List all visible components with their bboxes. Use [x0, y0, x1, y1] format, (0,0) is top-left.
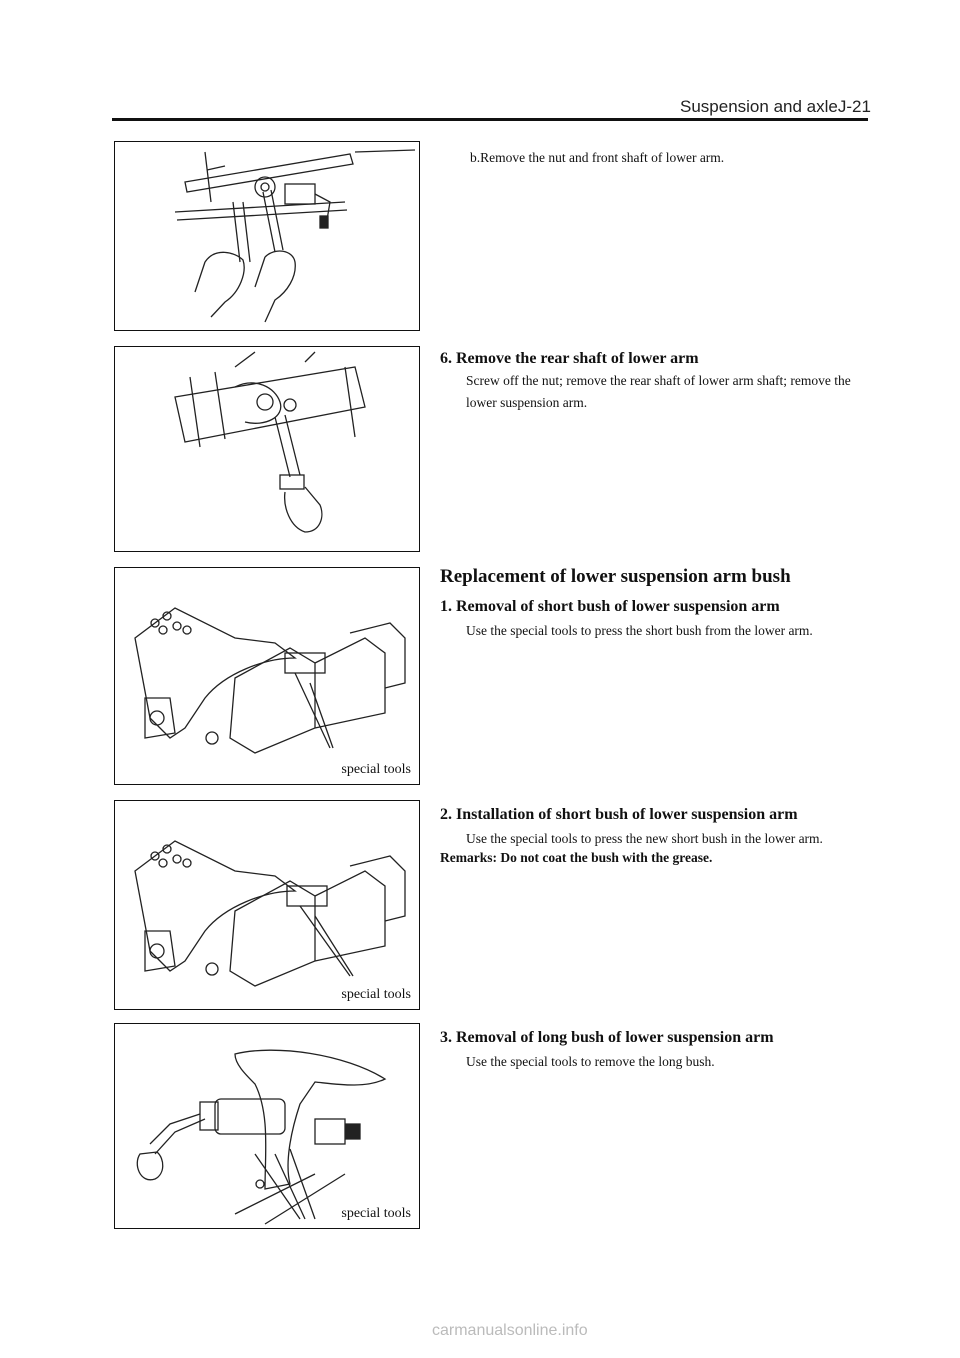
- figure-caption: special tools: [341, 1206, 411, 1221]
- illustration-front-shaft: [115, 142, 420, 331]
- step-3-text: Use the special tools to remove the long bush.: [466, 1054, 715, 1069]
- section-long-bush-removal: [440, 1029, 870, 1073]
- page-header: Suspension and axleJ-21: [680, 97, 871, 116]
- figure-short-bush-installation: [114, 800, 420, 1010]
- step-1-text: Use the special tools to press the short bush from the lower arm.: [466, 623, 813, 638]
- section-front-shaft: [440, 147, 870, 169]
- section-rear-shaft: [440, 350, 870, 414]
- section-short-bush-installation: [440, 806, 870, 866]
- figure-caption: special tools: [341, 987, 411, 1002]
- step-2-text: Use the special tools to press the new short bush in the lower arm.: [466, 831, 823, 846]
- illustration-short-bush-removal: [115, 568, 420, 785]
- figure-caption: special tools: [341, 762, 411, 777]
- footer-watermark: carmanualsonline.info: [432, 1322, 588, 1339]
- step-3-heading: 3. Removal of long bush of lower suspension arm: [440, 1029, 774, 1046]
- figure-long-bush-removal: [114, 1023, 420, 1229]
- step-2-heading: 2. Installation of short bush of lower suspension arm: [440, 806, 798, 823]
- illustration-rear-shaft: [115, 347, 420, 552]
- step-6-heading: 6. Remove the rear shaft of lower arm: [440, 350, 699, 367]
- illustration-short-bush-installation: [115, 801, 420, 1010]
- section-title: Replacement of lower suspension arm bush: [440, 566, 791, 587]
- step-1-heading: 1. Removal of short bush of lower suspension arm: [440, 598, 780, 615]
- section-bush-replacement: [440, 566, 870, 642]
- figure-short-bush-removal: [114, 567, 420, 785]
- figure-rear-shaft-removal: [114, 346, 420, 552]
- figure-front-shaft-removal: [114, 141, 420, 331]
- illustration-long-bush-removal: [115, 1024, 420, 1229]
- step-6-text: Screw off the nut; remove the rear shaft of lower arm shaft; remove the lower suspension arm.: [466, 373, 851, 410]
- step-b-text: b.Remove the nut and front shaft of lower arm.: [470, 150, 725, 165]
- header-rule: [112, 118, 868, 121]
- remark-text: Remarks: Do not coat the bush with the grease.: [440, 850, 713, 865]
